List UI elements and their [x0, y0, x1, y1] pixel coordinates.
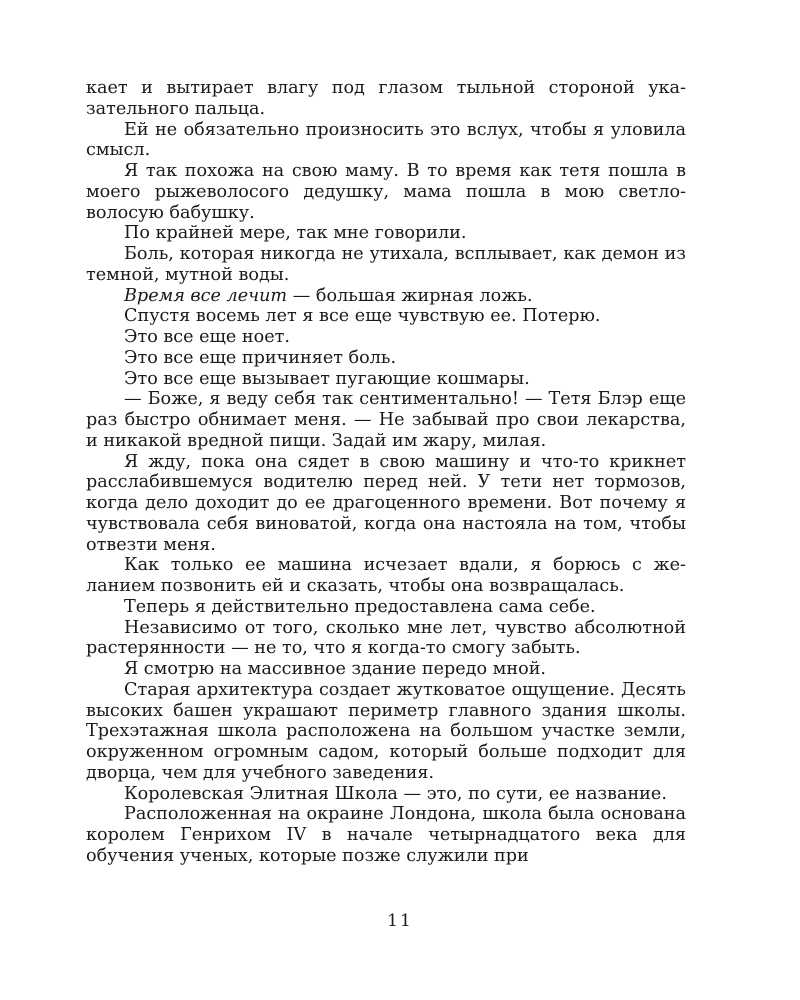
paragraph: кает и вытирает влагу под глазом тыльной стороной указательного пальца. — [86, 78, 686, 119]
paragraph-rest: — большая жирная ложь. — [292, 285, 533, 306]
italic-phrase: Время все лечит — [124, 285, 288, 306]
paragraph: Ей не обязательно произносить это вслух, чтобы я уловила смысл. — [86, 119, 686, 161]
paragraph: Старая архитектура создает жутковатое ощущение. Десять высоких башен украшают периметр главного здания школы. Трехэтажная школа расположена на большом участке земли, окруженном огромным садом, который больше подходит для дворца, чем для учебного заведения. — [86, 679, 686, 783]
paragraph: Расположенная на окраине Лондона, школа была основана королем Генрихом IV в начале четырнадцатого века для обучения ученых, которые позже служили при — [86, 804, 686, 866]
paragraph: — Боже, я веду себя так сентиментально! — Тетя Блэр еще раз быстро обнимает меня. — Не забывай про свои лекарства, и никакой вредной пищи. Задай им жару, милая. — [86, 389, 686, 451]
paragraph: Это все еще причиняет боль. — [124, 347, 397, 368]
paragraph: Королевская Элитная Школа — это, по сути, ее название. — [124, 783, 667, 804]
paragraph: Спустя восемь лет я все еще чувствую ее. Потерю. — [124, 306, 601, 327]
paragraph: Боль, которая никогда не утихала, всплывает, как демон из темной, мутной воды. — [86, 244, 686, 285]
paragraph: Я жду, пока она сядет в свою машину и что-то крикнет расслабившемуся водителю перед ней. У тети нет тормозов, когда дело доходит до ее драгоценного времени. Вот почему я чувствовала себя виноватой, когда она настояла на том, чтобы отвезти меня. — [86, 451, 686, 555]
paragraph: Как только ее машина исчезает вдали, я борюсь с желанием позвонить ей и сказать, чтобы она возвращалась. — [86, 555, 686, 596]
paragraph: Это все еще вызывает пугающие кошмары. — [124, 368, 530, 389]
paragraph-with-italic — [86, 286, 686, 307]
body-text — [86, 78, 686, 867]
paragraph: Я так похожа на свою маму. В то время как тетя пошла в моего рыжеволосого дедушку, мама пошла в мою светловолосую бабушку. — [86, 161, 686, 223]
paragraph: Независимо от того, сколько мне лет, чувство абсолютной растерянности — не то, что я когда-то смогу забыть. — [86, 617, 686, 659]
page-number: 11 — [387, 911, 413, 931]
paragraph: Я смотрю на массивное здание передо мной. — [124, 659, 547, 679]
paragraph: По крайней мере, так мне говорили. — [124, 223, 467, 244]
paragraph: Это все еще ноет. — [124, 327, 290, 347]
paragraph: Теперь я действительно предоставлена сама себе. — [124, 596, 596, 617]
